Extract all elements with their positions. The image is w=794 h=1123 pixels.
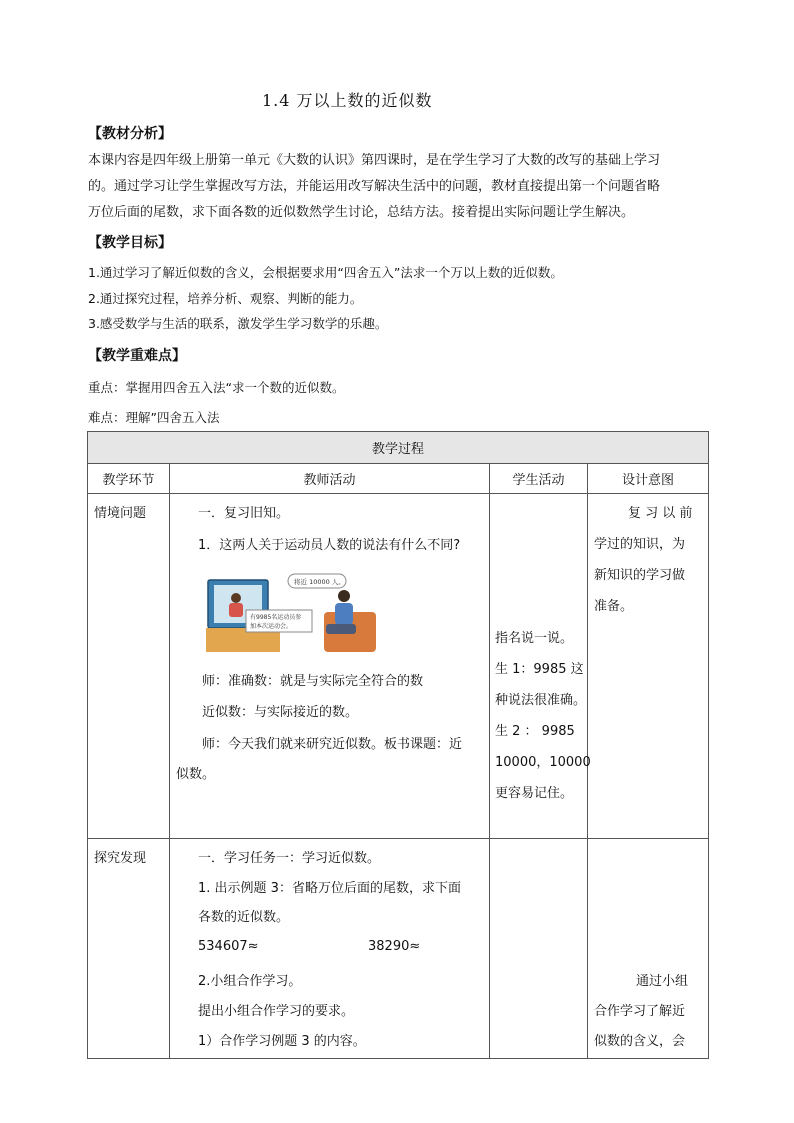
column-header: 学生活动	[490, 464, 588, 494]
stage-cell	[88, 494, 170, 839]
teacher-line: 一．复习旧知。	[198, 506, 290, 521]
student-line: 10000，10000	[495, 755, 591, 770]
right-bubble-text: 将近 10000 人。	[294, 578, 345, 586]
keypoints-heading: 【教学重难点】	[88, 348, 186, 364]
teacher-line: 似数。	[176, 767, 216, 782]
goal-item: 2.通过探究过程，培养分析、观察、判断的能力。	[88, 291, 363, 306]
teacher-line: 534607≈	[198, 939, 259, 954]
teacher-activity-cell	[170, 494, 490, 839]
teacher-line: 一．学习任务一：学习近似数。	[198, 851, 381, 866]
table-row	[88, 839, 709, 1059]
teacher-line: 1．这两人关于运动员人数的说法有什么不同?	[198, 538, 461, 553]
left-bubble-text: 加本次运动会。	[250, 623, 293, 630]
student-line: 更容易记住。	[495, 786, 574, 801]
teacher-line: 2.小组合作学习。	[198, 974, 302, 989]
tv-conversation-illustration	[206, 572, 380, 654]
column-header: 教学环节	[88, 464, 170, 494]
teacher-line: 1. 出示例题 3：省略万位后面的尾数，求下面	[198, 881, 461, 896]
analysis-heading: 【教材分析】	[88, 126, 172, 142]
table-caption: 教学过程	[88, 432, 709, 464]
viewer-head-shape	[338, 590, 350, 602]
left-bubble-text: 有9985名运动员参	[250, 614, 302, 621]
goal-item: 1.通过学习了解近似数的含义，会根据要求用“四舍五入”法求一个万以上数的近似数。	[88, 265, 563, 280]
purpose-line: 复 习 以 前	[628, 506, 693, 521]
viewer-legs-shape	[326, 624, 356, 634]
teacher-line: 38290≈	[368, 939, 421, 954]
teacher-line: 师：今天我们就来研究近似数。板书课题：近	[202, 737, 463, 752]
purpose-line: 学过的知识，为	[594, 537, 686, 552]
purpose-line: 准备。	[594, 599, 634, 614]
teacher-line: 师：准确数：就是与实际完全符合的数	[202, 674, 424, 689]
design-purpose-cell	[588, 839, 709, 1059]
stage-cell	[88, 839, 170, 1059]
teacher-line: 提出小组合作学习的要求。	[198, 1004, 355, 1019]
student-line: 生 2 ： 9985	[495, 724, 575, 739]
design-purpose-cell	[588, 494, 709, 839]
key-point: 重点：掌握用四舍五入法“求一个数的近似数。	[88, 380, 345, 395]
purpose-line: 似数的含义，会	[594, 1034, 686, 1049]
page-title: 1.4 万以上数的近似数	[262, 91, 433, 110]
difficult-point: 难点：理解”四舍五入法	[88, 410, 220, 425]
anchor-body-shape	[229, 603, 243, 617]
anchor-head-shape	[231, 593, 241, 603]
analysis-line: 本课内容是四年级上册第一单元《大数的认识》第四课时，是在学生学习了大数的改写的基础上学习	[88, 153, 661, 168]
student-activity-cell	[490, 494, 591, 839]
stage-label: 探究发现	[94, 851, 147, 866]
purpose-line: 通过小组	[636, 974, 689, 989]
goals-heading: 【教学目标】	[88, 235, 172, 251]
column-header: 设计意图	[588, 464, 709, 494]
column-header: 教师活动	[170, 464, 490, 494]
student-activity-cell	[490, 839, 588, 1059]
student-line: 生 1：9985 这	[495, 662, 584, 677]
teacher-line: 各数的近似数。	[198, 910, 290, 925]
analysis-line: 的。通过学习让学生掌握改写方法，并能运用改写解决生活中的问题，教材直接提出第一个问题省略	[88, 179, 661, 194]
teacher-line: 1）合作学习例题 3 的内容。	[198, 1034, 366, 1049]
analysis-paragraph	[88, 148, 708, 226]
purpose-line: 新知识的学习做	[594, 568, 686, 583]
teacher-line: 近似数：与实际接近的数。	[202, 705, 359, 720]
table-row	[88, 494, 709, 839]
teacher-activity-cell	[170, 839, 490, 1059]
analysis-line: 万位后面的尾数，求下面各数的近似数然学生讨论，总结方法。接着提出实际问题让学生解决。	[88, 205, 635, 220]
student-line: 种说法很准确。	[495, 693, 587, 708]
viewer-body-shape	[335, 603, 353, 625]
teaching-process-table	[87, 431, 709, 1059]
goal-item: 3.感受数学与生活的联系，激发学生学习数学的乐趣。	[88, 316, 388, 331]
student-line: 指名说一说。	[495, 631, 574, 646]
stage-label: 情境问题	[94, 506, 147, 521]
purpose-line: 合作学习了解近	[594, 1004, 686, 1019]
